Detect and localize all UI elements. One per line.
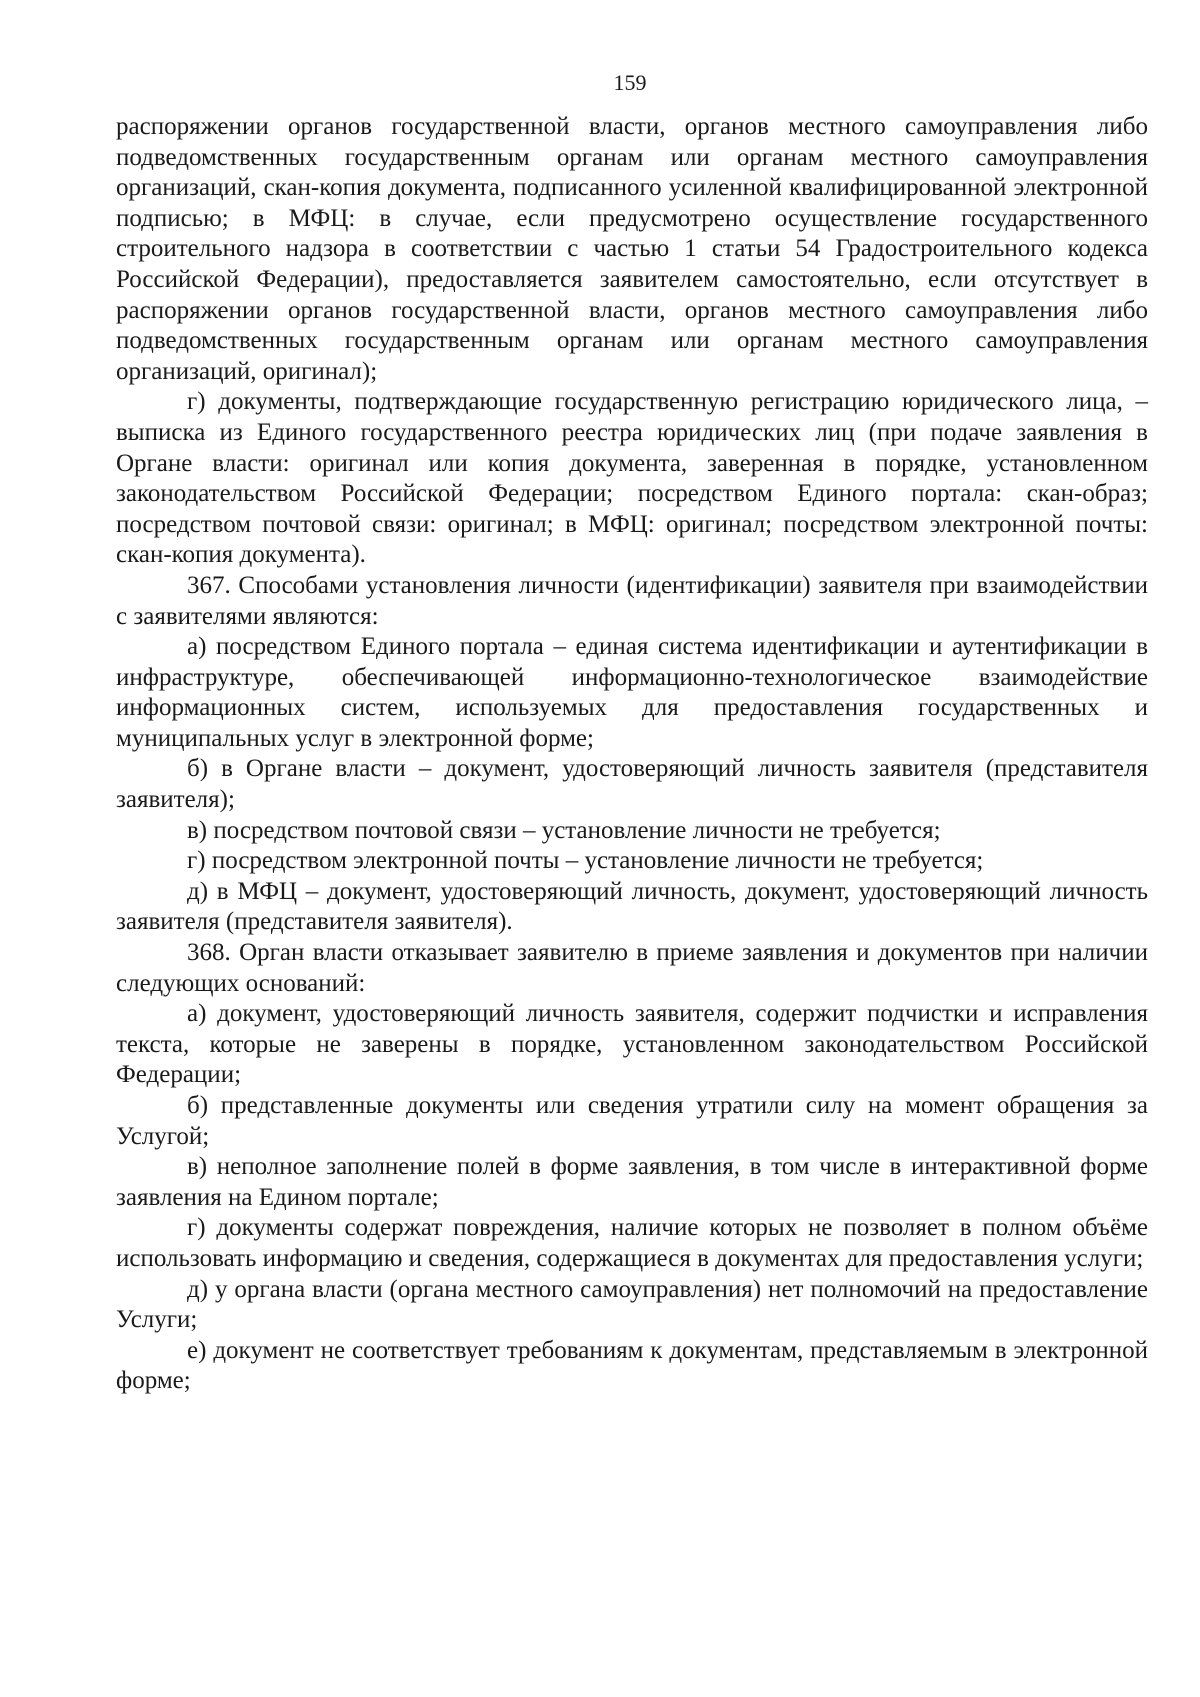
paragraph-368-b: б) представленные документы или сведения утратили силу на момент обращения за Услугой; <box>116 1092 1148 1150</box>
paragraph-368-v: в) неполное заполнение полей в форме заявления, в том числе в интерактивной форме заявления на Едином портале; <box>116 1153 1148 1211</box>
paragraph-367: 367. Способами установления личности (идентификации) заявителя при взаимодействии с заявителями являются: <box>116 571 1148 630</box>
paragraph-367-d: д) в МФЦ – документ, удостоверяющий личность, документ, удостоверяющий личность заявителя (представителя заявителя). <box>116 877 1148 936</box>
paragraph-367-v: в) посредством почтовой связи – установление личности не требуется; <box>187 816 941 844</box>
page-number: 159 <box>613 70 647 95</box>
paragraph-368-d: д) у органа власти (органа местного самоуправления) нет полномочий на предоставление Услуги; <box>116 1275 1148 1334</box>
paragraph-368-e: е) документ не соответствует требованиям к документам, представляемым в электронной форме; <box>116 1336 1148 1395</box>
paragraph-367-a: а) посредством Единого портала – единая система идентификации и аутентификации в инфраструктуре, обеспечивающей информационно-технологическое взаимодействие информационных систем, используемых для предоставления государственных и муниципальных услуг в электронной форме; <box>116 633 1148 752</box>
paragraph-367-b: б) в Органе власти – документ, удостоверяющий личность заявителя (представителя заявителя); <box>116 755 1148 814</box>
paragraph-368-g: г) документы содержат повреждения, наличие которых не позволяет в полном объёме использовать информацию и сведения, содержащиеся в документах для предоставления услуги; <box>116 1214 1148 1272</box>
paragraph-367-g: г) посредством электронной почты – установление личности не требуется; <box>187 847 984 875</box>
paragraph-item-g-legal-entity: г) документы, подтверждающие государственную регистрацию юридического лица, – выписка из Единого государственного реестра юридических лиц (при подаче заявления в Органе власти: оригинал или копия документа, заверенная в порядке, установленном законодательством Российской Федерации; посредством Единого портала: скан-образ; посредством почтовой связи: оригинал; в МФЦ: оригинал; посредством электронной почты: скан-копия документа). <box>116 388 1148 569</box>
paragraph-continuation: распоряжении органов государственной власти, органов местного самоуправления либо подведомственных государственным органам или органам местного самоуправления организаций, скан-копия документа, подписанного усиленной квалифицированной электронной подписью; в МФЦ: в случае, если предусмотрено осуществление государственного строительного надзора в соответствии с частью 1 статьи 54 Градостроительного кодекса Российской Федерации), предоставляется заявителем самостоятельно, если отсутствует в распоряжении органов государственной власти, органов местного самоуправления либо подведомственных государственным органам или органам местного самоуправления организаций, оригинал); <box>116 113 1148 385</box>
paragraph-368: 368. Орган власти отказывает заявителю в приеме заявления и документов при наличии следующих оснований: <box>116 939 1148 997</box>
document-body <box>116 112 1148 1397</box>
paragraph-368-a: а) документ, удостоверяющий личность заявителя, содержит подчистки и исправления текста, которые не заверены в порядке, установленном законодательством Российской Федерации; <box>116 1000 1148 1089</box>
